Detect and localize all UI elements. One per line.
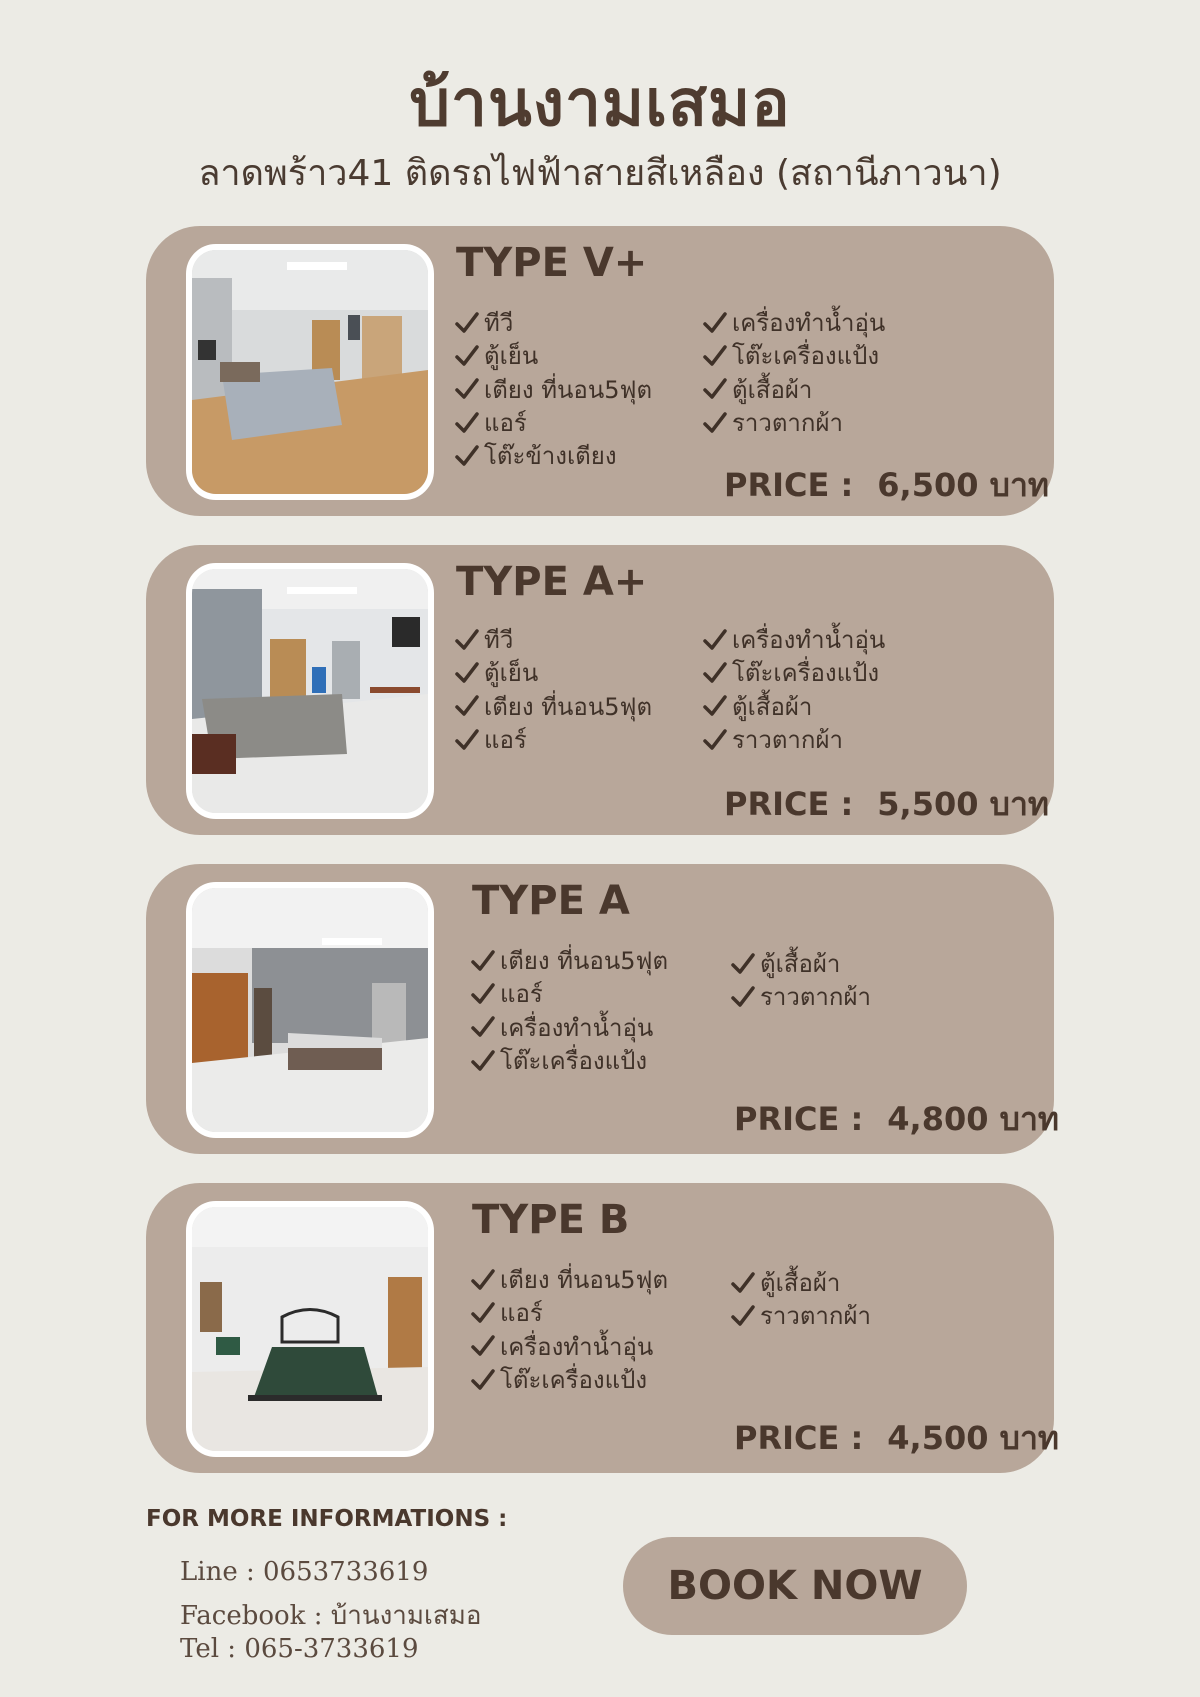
contact-tel: Tel : 065-3733619 — [180, 1634, 419, 1664]
list-item: โต๊ะเครื่องแป้ง — [470, 1363, 668, 1396]
check-icon — [702, 627, 728, 653]
contact-facebook: Facebook : บ้านงามเสมอ — [180, 1601, 482, 1631]
room-card-v-plus — [146, 226, 1054, 516]
check-icon — [702, 310, 728, 336]
list-item: โต๊ะข้างเตียง — [454, 439, 652, 472]
check-icon — [470, 981, 496, 1007]
feature-list-right — [730, 1266, 871, 1333]
list-item: ตู้เสื้อผ้า — [730, 947, 871, 980]
list-item: โต๊ะเครื่องแป้ง — [470, 1044, 668, 1077]
room-type-title: TYPE A+ — [456, 559, 648, 605]
check-icon — [702, 727, 728, 753]
check-icon — [702, 410, 728, 436]
list-item: เครื่องทำน้ำอุ่น — [702, 623, 885, 656]
feature-list-left — [470, 944, 668, 1077]
check-icon — [454, 693, 480, 719]
room-card-a-plus — [146, 545, 1054, 835]
check-icon — [454, 660, 480, 686]
list-item: เครื่องทำน้ำอุ่น — [470, 1011, 668, 1044]
price-label: PRICE : — [724, 466, 854, 504]
room-photo — [186, 244, 434, 500]
room-card-a — [146, 864, 1060, 1154]
list-item: ราวตากผ้า — [702, 723, 885, 756]
list-item: ทีวี — [454, 306, 652, 339]
check-icon — [470, 1367, 496, 1393]
check-icon — [470, 1014, 496, 1040]
contact-heading: FOR MORE INFORMATIONS : — [146, 1506, 508, 1532]
list-item: เครื่องทำน้ำอุ่น — [702, 306, 885, 339]
price-value: 4,500 บาท — [887, 1419, 1060, 1457]
list-item: เตียง ที่นอน5ฟุต — [470, 944, 668, 977]
list-item: แอร์ — [454, 723, 652, 756]
check-icon — [702, 660, 728, 686]
check-icon — [730, 951, 756, 977]
list-item: เตียง ที่นอน5ฟุต — [454, 690, 652, 723]
feature-list-left — [470, 1263, 668, 1396]
list-item: เตียง ที่นอน5ฟุต — [470, 1263, 668, 1296]
feature-list-left — [454, 306, 652, 472]
room-photo — [186, 882, 434, 1138]
list-item: ตู้เย็น — [454, 656, 652, 689]
check-icon — [730, 984, 756, 1010]
check-icon — [454, 343, 480, 369]
check-icon — [702, 376, 728, 402]
price-label: PRICE : — [734, 1100, 864, 1138]
price-label: PRICE : — [734, 1419, 864, 1457]
list-item: โต๊ะเครื่องแป้ง — [702, 339, 885, 372]
room-type-title: TYPE B — [472, 1197, 630, 1243]
price — [724, 460, 1049, 511]
room-photo — [186, 563, 434, 819]
list-item: เครื่องทำน้ำอุ่น — [470, 1330, 668, 1363]
price — [734, 1413, 1059, 1464]
list-item: ทีวี — [454, 623, 652, 656]
check-icon — [470, 1267, 496, 1293]
contact-line: Line : 0653733619 — [180, 1557, 429, 1587]
price — [724, 779, 1049, 830]
price — [734, 1094, 1059, 1145]
list-item: ตู้เสื้อผ้า — [730, 1266, 871, 1299]
room-type-title: TYPE V+ — [456, 240, 648, 286]
book-now-button[interactable]: BOOK NOW — [623, 1537, 967, 1635]
check-icon — [470, 1048, 496, 1074]
feature-list-left — [454, 623, 652, 756]
check-icon — [454, 443, 480, 469]
price-value: 6,500 บาท — [877, 466, 1050, 504]
list-item: ราวตากผ้า — [702, 406, 885, 439]
check-icon — [454, 376, 480, 402]
room-card-b — [146, 1183, 1060, 1473]
price-value: 5,500 บาท — [877, 785, 1050, 823]
feature-list-right — [702, 306, 885, 439]
check-icon — [702, 343, 728, 369]
page-subtitle: ลาดพร้าว41 ติดรถไฟฟ้าสายสีเหลือง (สถานีภาวนา) — [198, 153, 1002, 194]
feature-list-right — [702, 623, 885, 756]
room-photo — [186, 1201, 434, 1457]
check-icon — [730, 1270, 756, 1296]
list-item: ตู้เสื้อผ้า — [702, 373, 885, 406]
page-title: บ้านงามเสมอ — [409, 67, 791, 141]
check-icon — [454, 627, 480, 653]
check-icon — [702, 693, 728, 719]
check-icon — [470, 1300, 496, 1326]
feature-list-right — [730, 947, 871, 1014]
check-icon — [454, 410, 480, 436]
list-item: ราวตากผ้า — [730, 980, 871, 1013]
check-icon — [470, 1333, 496, 1359]
check-icon — [730, 1303, 756, 1329]
list-item: โต๊ะเครื่องแป้ง — [702, 656, 885, 689]
price-label: PRICE : — [724, 785, 854, 823]
list-item: แอร์ — [470, 977, 668, 1010]
room-type-title: TYPE A — [472, 878, 630, 924]
list-item: ราวตากผ้า — [730, 1299, 871, 1332]
check-icon — [454, 310, 480, 336]
list-item: เตียง ที่นอน5ฟุต — [454, 373, 652, 406]
list-item: แอร์ — [454, 406, 652, 439]
check-icon — [454, 727, 480, 753]
list-item: แอร์ — [470, 1296, 668, 1329]
check-icon — [470, 948, 496, 974]
price-value: 4,800 บาท — [887, 1100, 1060, 1138]
list-item: ตู้เสื้อผ้า — [702, 690, 885, 723]
list-item: ตู้เย็น — [454, 339, 652, 372]
